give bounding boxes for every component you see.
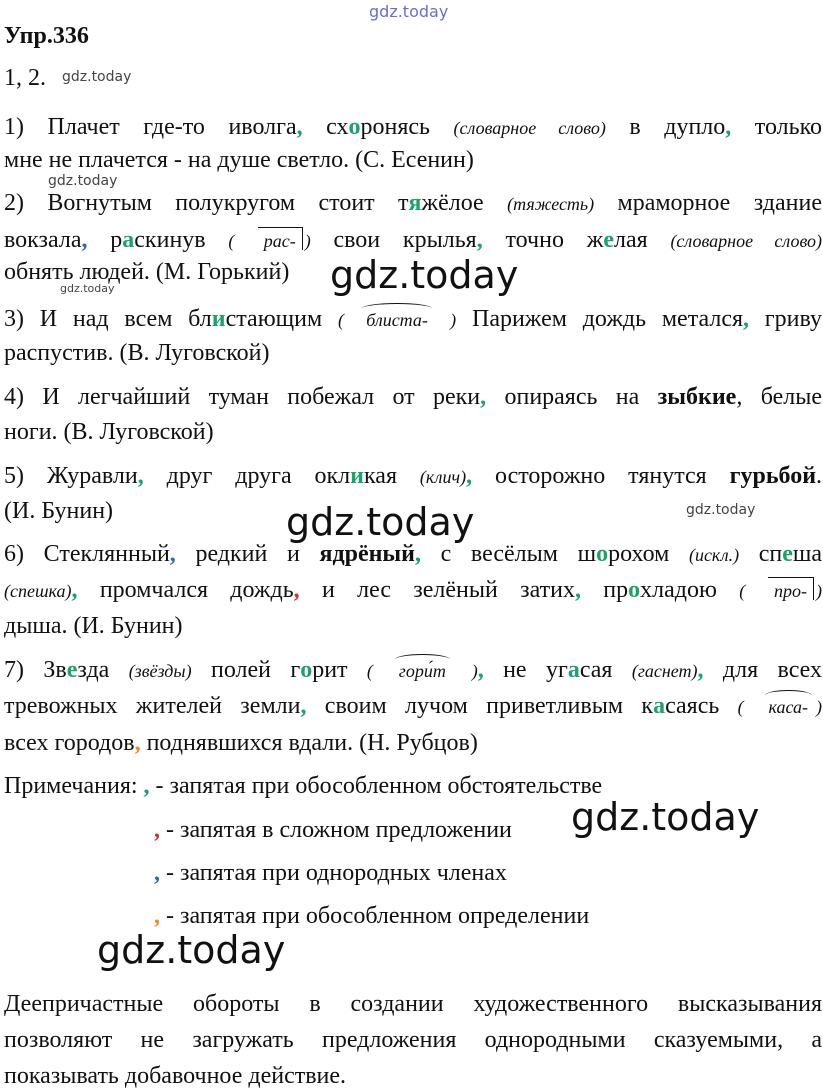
- morpheme-root-symbol: блиста-: [360, 307, 434, 329]
- conclusion-line-1: Деепричастные обороты в создании художественного высказывания: [4, 991, 822, 1017]
- notes-label: Примечания:: [4, 773, 138, 799]
- morpheme-root-symbol: гори́т: [393, 658, 452, 680]
- watermark-top: gdz.today: [369, 2, 449, 21]
- watermark-small: gdz.today: [686, 502, 756, 518]
- notes-row-3: , - запятая при однородных членах: [154, 860, 507, 886]
- sentence-6-line-3: дыша. (И. Бунин): [4, 613, 183, 639]
- notes-row-2: , - запятая в сложном предложении: [154, 817, 512, 843]
- watermark-small: gdz.today: [62, 69, 132, 85]
- conclusion-line-2: позволяют не загружать предложения однородными сказуемыми, а: [4, 1027, 822, 1053]
- sentence-3-line-1: 3) И над всем блистающим ( блиста- ) Парижем дождь метался, гриву: [4, 306, 823, 332]
- notes-row-1: Примечания: , - запятая при обособленном обстоятельстве: [4, 773, 603, 799]
- exercise-subtitle: 1, 2.: [4, 65, 46, 91]
- sentence-2-line-3: обнять людей. (М. Горький): [4, 259, 290, 285]
- sentence-1-line-1: 1) Плачет где-то иволга, схоронясь (словарное слово) в дупло, только: [4, 114, 823, 140]
- sentence-5-line-2: (И. Бунин): [4, 498, 114, 524]
- watermark-small: gdz.today: [60, 282, 115, 295]
- conclusion-line-3: показывать добавочное действие.: [4, 1063, 347, 1089]
- sentence-6-line-2: (спешка), промчался дождь, и лес зелёный затих, прохладою ( про- ): [4, 577, 822, 603]
- watermark-small: gdz.today: [48, 173, 118, 189]
- morpheme-prefix-symbol: про-: [768, 577, 814, 600]
- sentence-5-line-1: 5) Журавли, друг друга окликая (клич), осторожно тянутся гурьбой.: [4, 463, 823, 489]
- sentence-6-line-1: 6) Стеклянный, редкий и ядрёный, с весёлым шорохом (искл.) спеша: [4, 541, 822, 567]
- sentence-1-line-2: мне не плачется - на душе светло. (С. Есенин): [4, 147, 474, 173]
- watermark-large: gdz.today: [571, 795, 760, 839]
- watermark-large: gdz.today: [286, 500, 475, 544]
- sentence-2-line-2: вокзала, раскинув ( рас- ) свои крылья, точно желая (словарное слово): [4, 227, 823, 253]
- sentence-7-line-1: 7) Звезда (звёзды) полей горит ( гори́т ), не угасая (гаснет), для всех: [4, 657, 822, 683]
- morpheme-prefix-symbol: рас-: [258, 227, 303, 250]
- watermark-large: gdz.today: [330, 253, 519, 297]
- sentence-7-line-2: тревожных жителей земли, своим лучом приветливым касаясь ( каса- ): [4, 693, 823, 719]
- sentence-3-line-2: распустив. (В. Луговской): [4, 340, 270, 366]
- watermark-large: gdz.today: [97, 928, 286, 972]
- notes-row-4: , - запятая при обособленном определении: [154, 903, 590, 929]
- sentence-4-line-1: 4) И легчайший туман побежал от реки, опираясь на зыбкие, белые: [4, 384, 822, 410]
- sentence-2-line-1: 2) Вогнутым полукругом стоит тяжёлое (тяжесть) мраморное здание: [4, 190, 822, 216]
- sentence-7-line-3: всех городов, поднявшихся вдали. (Н. Рубцов): [4, 730, 478, 756]
- exercise-title: Упр.336: [4, 23, 89, 49]
- morpheme-root-symbol: каса-: [763, 694, 815, 716]
- sentence-4-line-2: ноги. (В. Луговской): [4, 419, 214, 445]
